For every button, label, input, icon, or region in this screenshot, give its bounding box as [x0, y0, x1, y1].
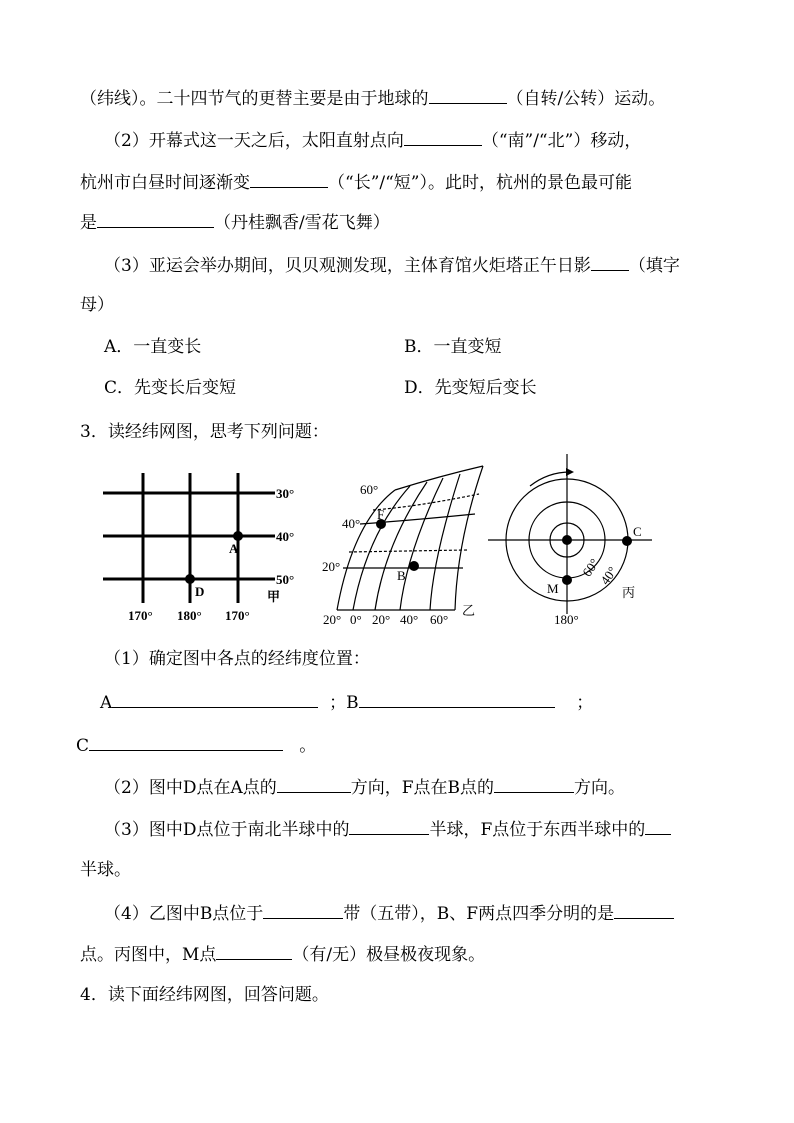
answer-blank[interactable] — [277, 775, 351, 793]
q3-s3-line2: 半球。 — [80, 860, 131, 880]
point-c-label: C — [633, 524, 642, 539]
lon-label: 20° — [323, 612, 342, 627]
q3-s1-line1 — [100, 690, 593, 714]
q2-intro-text: （纬线）。二十四节气的更替主要是由于地球的 — [80, 89, 429, 109]
point-a — [233, 531, 243, 541]
option-a[interactable]: A．一直变长 — [104, 337, 202, 357]
q3-s3-line1 — [104, 817, 671, 841]
lon-label: 0° — [350, 612, 362, 627]
q3-s4-text: 带（五带），B、F两点四季分明的是 — [343, 904, 615, 924]
diagram-yi — [315, 462, 490, 632]
answer-blank[interactable] — [250, 170, 328, 188]
option-c[interactable]: C．先变长后变短 — [104, 378, 237, 398]
answer-blank[interactable] — [359, 690, 555, 708]
q2-intro-text2: （自转/公转）运动。 — [506, 89, 666, 109]
lon-label: 180° — [177, 608, 202, 623]
label-b: ；B — [329, 693, 359, 713]
q2-p3-text: （填字 — [628, 256, 680, 276]
point-b-label: B — [397, 568, 406, 583]
q3-s3-text: （3）图中D点位于南北半球中的 — [104, 820, 350, 840]
point-d-label: D — [195, 584, 205, 599]
q2-part2-line1 — [104, 128, 641, 152]
q3-s1-title: （1）确定图中各点的经纬度位置： — [104, 649, 370, 669]
answer-blank[interactable] — [89, 733, 283, 751]
answer-blank[interactable] — [614, 901, 674, 919]
answer-blank[interactable] — [591, 253, 629, 271]
diagram-bing — [488, 452, 658, 632]
point-m-label: M — [547, 581, 559, 596]
q3-s1-line2 — [76, 733, 316, 757]
lat-label: 60° — [579, 555, 602, 580]
diagram-jia-name: 甲 — [267, 589, 281, 604]
answer-blank[interactable] — [263, 901, 343, 919]
q2-part2-line2 — [80, 170, 632, 194]
rotation-arrow-icon — [566, 468, 574, 476]
answer-blank[interactable] — [645, 817, 671, 835]
q3-s2-text: 方向，F点在B点的 — [350, 778, 495, 798]
q3-s4-line1 — [104, 901, 674, 925]
lon-label: 170° — [128, 608, 153, 623]
answer-blank[interactable] — [404, 128, 482, 146]
q2-p3-text: （3）亚运会举办期间，贝贝观测发现，主体育馆火炬塔正午日影 — [104, 256, 591, 276]
lat-label: 40° — [342, 516, 361, 531]
q2-part3-line2 — [80, 294, 114, 316]
q3-s2-text: 方向。 — [574, 778, 626, 798]
q3-s2-text: （2）图中D点在A点的 — [104, 778, 277, 798]
q3-s3-text: 半球，F点位于东西半球中的 — [429, 820, 646, 840]
period: 。 — [299, 736, 317, 756]
q2-p2-text: （2）开幕式这一天之后，太阳直射点向 — [104, 131, 404, 151]
q2-part2-line3 — [80, 210, 390, 234]
q2-p3-text: 母） — [80, 295, 114, 315]
lat-label: 60° — [360, 482, 379, 497]
lon-label: 180° — [554, 612, 579, 627]
lon-label: 20° — [372, 612, 391, 627]
point-c — [622, 536, 632, 546]
lon-label: 40° — [400, 612, 419, 627]
point-m — [562, 575, 572, 585]
q3-s4-text: （有/无）极昼极夜现象。 — [292, 945, 486, 965]
q3-title: 3．读经纬网图，思考下列问题： — [80, 422, 329, 442]
option-b[interactable]: B．一直变短 — [404, 337, 502, 357]
q2-p2-text: 是 — [80, 213, 97, 233]
point-f-label: F — [377, 507, 385, 522]
answer-blank[interactable] — [97, 210, 214, 228]
north-pole-point — [562, 535, 572, 545]
point-b — [409, 561, 419, 571]
yi-grid — [337, 466, 483, 610]
separator: ； — [576, 693, 594, 713]
q3-s4-text: （4）乙图中B点位于 — [104, 904, 264, 924]
point-d — [185, 574, 195, 584]
answer-blank[interactable] — [349, 817, 429, 835]
answer-blank[interactable] — [429, 86, 507, 104]
q2-intro-line — [80, 86, 665, 110]
lat-label: 40° — [597, 563, 620, 588]
diagram-bing-name: 丙 — [622, 585, 636, 600]
lat-label: 40° — [276, 529, 295, 544]
q2-p2-text: 杭州市白昼时间逐渐变 — [80, 173, 250, 193]
q3-s4-line2 — [80, 942, 485, 966]
diagram-yi-name: 乙 — [462, 603, 476, 618]
lon-label: 60° — [430, 612, 449, 627]
point-a-label: A — [229, 541, 239, 556]
option-d[interactable]: D．先变短后变长 — [404, 378, 537, 398]
q3-s4-text: 点。丙图中，M点 — [80, 945, 217, 965]
q2-p2-text: （“长”/“短”）。此时，杭州的景色最可能 — [328, 173, 632, 193]
answer-blank[interactable] — [216, 942, 292, 960]
label-a: A — [100, 693, 113, 713]
lat-label: 20° — [322, 559, 341, 574]
answer-blank[interactable] — [112, 690, 318, 708]
answer-blank[interactable] — [494, 775, 574, 793]
q2-p2-text: （“南”/“北”）移动， — [481, 131, 642, 151]
lat-label: 50° — [276, 572, 295, 587]
q4-title: 4．读下面经纬网图，回答问题。 — [80, 985, 329, 1005]
lat-label: 30° — [276, 486, 295, 501]
lon-label: 170° — [225, 608, 250, 623]
diagram-jia — [95, 468, 310, 628]
q2-part3-line1 — [104, 253, 680, 277]
label-c: C — [76, 736, 90, 756]
q2-p2-text: （丹桂飘香/雪花飞舞） — [214, 213, 390, 233]
q3-s2-line — [104, 775, 625, 799]
